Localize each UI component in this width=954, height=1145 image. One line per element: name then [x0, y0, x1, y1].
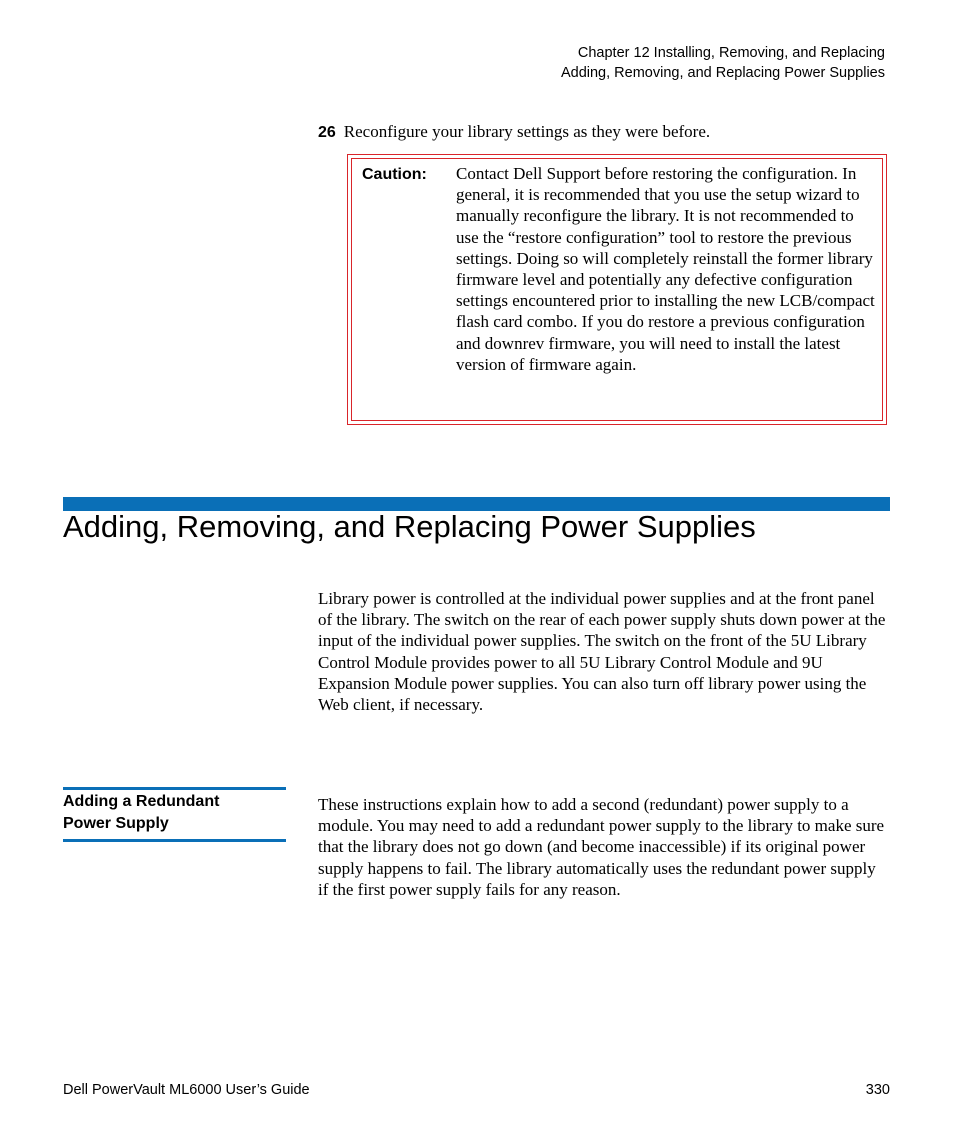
section-title: Adding, Removing, and Replacing Power Supplies: [63, 509, 756, 544]
footer-title: Dell PowerVault ML6000 User’s Guide: [63, 1082, 310, 1098]
caution-label: Caution:: [362, 166, 427, 183]
subsection-paragraph: These instructions explain how to add a second (redundant) power supply to a module. You may need to add a redundant power supply to the library to make sure that the library does not go down (and become inaccessible) if its original power supply happens to fail. The library automatically uses the redundant power supply if the first power supply fails for any reason.: [318, 795, 885, 899]
subsection-rule-top: [63, 787, 286, 790]
subsection-rule-bottom: [63, 839, 286, 842]
step-text: Reconfigure your library settings as they were before.: [343, 122, 711, 141]
caution-box-inner: [351, 158, 883, 421]
section-intro-paragraph: Library power is controlled at the individual power supplies and at the front panel of the library. The switch on the rear of each power supply shuts down power at the input of the individual power supplies. The switch on the front of the 5U Library Control Module provides power to all 5U Library Control Module and 9U Expansion Module power supplies. You can also turn off library power using the Web client, if necessary.: [318, 589, 886, 715]
subsection-title: [63, 791, 286, 835]
step-26: [318, 121, 710, 144]
running-header: [561, 43, 885, 83]
caution-text: Contact Dell Support before restoring the configuration. In general, it is recommended that you use the setup wizard to manually reconfigure the library. It is not recommended to use the “restore configuration” tool to restore the previous settings. Doing so will completely reinstall the former library firmware level and potentially any defective configuration settings encountered prior to installing the new LCB/compact flash card combo. If you do restore a previous configuration and downrev firmware, you will need to install the latest version of firmware again.: [456, 164, 875, 374]
running-header-chapter: Chapter 12 Installing, Removing, and Replacing: [577, 45, 885, 61]
caution-box: [347, 154, 887, 425]
step-number: 26: [318, 124, 336, 141]
running-header-section: Adding, Removing, and Replacing Power Supplies: [560, 65, 885, 81]
footer-page-number: 330: [865, 1082, 890, 1098]
subsection-title-line1: Adding a Redundant: [63, 793, 220, 810]
subsection-title-line2: Power Supply: [63, 815, 169, 832]
